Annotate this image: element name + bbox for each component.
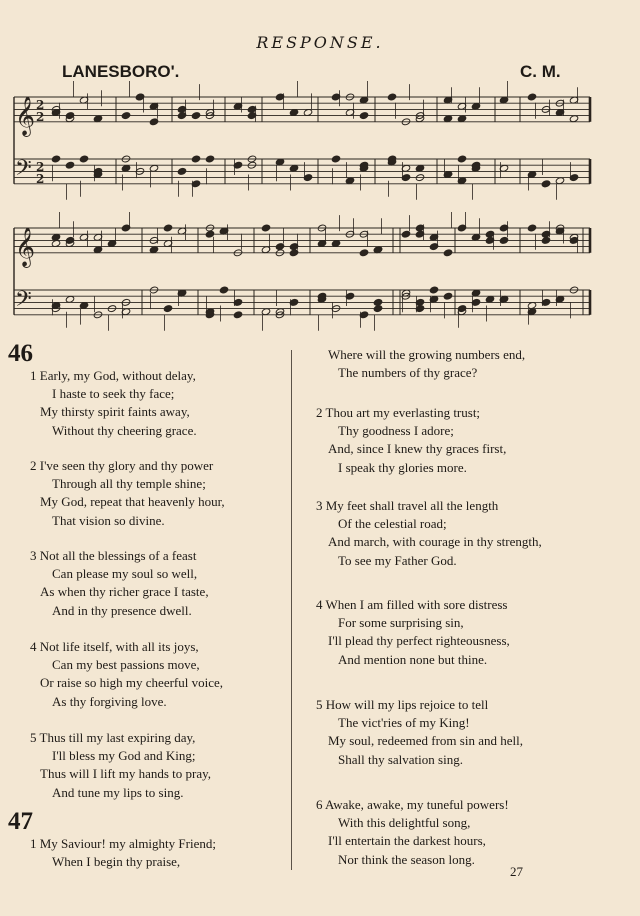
verse-line: To see my Father God. bbox=[338, 552, 457, 568]
verse-line: 4 Not life itself, with all its joys, bbox=[30, 639, 199, 654]
verse-line: Can my best passions move, bbox=[52, 657, 200, 673]
verse-line: 1 Early, my God, without delay, bbox=[30, 368, 196, 383]
bass-clef: 𝄢 bbox=[15, 287, 32, 317]
note-head bbox=[457, 155, 466, 163]
note-head bbox=[541, 236, 550, 244]
verse-line: 6 Awake, awake, my tuneful powers! bbox=[316, 797, 509, 812]
verse-line: My God, repeat that heavenly hour, bbox=[40, 494, 225, 510]
verse-line: I'll entertain the darkest hours, bbox=[328, 833, 486, 849]
verse-line: 2 Thou art my everlasting trust; bbox=[316, 405, 481, 420]
time-signature: 2 bbox=[36, 172, 45, 186]
note-head bbox=[457, 305, 466, 313]
note-head bbox=[79, 155, 88, 163]
verse-line: Or raise so high my cheerful voice, bbox=[40, 675, 224, 691]
verse-line: 2 I've seen thy glory and thy power bbox=[30, 458, 214, 473]
music-score bbox=[0, 0, 640, 340]
verse-line: With this delightful song, bbox=[338, 815, 471, 831]
verse-line: Of the celestial road; bbox=[338, 516, 447, 532]
verse-line: 5 Thus till my last expiring day, bbox=[30, 730, 196, 745]
note-head bbox=[499, 236, 508, 244]
note-head bbox=[331, 155, 340, 163]
verse-line: Without thy cheering grace. bbox=[52, 422, 197, 438]
note-head bbox=[205, 155, 214, 163]
verse-line: The vict'ries of my King! bbox=[338, 715, 470, 731]
note-head bbox=[149, 118, 158, 126]
note-head bbox=[387, 93, 396, 101]
verse-line: When I begin thy praise, bbox=[52, 854, 181, 870]
note-head bbox=[163, 305, 172, 313]
verse-line: I haste to seek thy face; bbox=[52, 386, 175, 402]
note-head bbox=[429, 286, 438, 294]
verse-line: And in thy presence dwell. bbox=[52, 602, 192, 618]
column-divider bbox=[291, 350, 292, 870]
note-head bbox=[527, 93, 536, 101]
verse-line: As when thy richer grace I taste, bbox=[40, 584, 209, 600]
note-head bbox=[65, 161, 74, 169]
note-head bbox=[541, 180, 550, 188]
note-head bbox=[373, 305, 382, 313]
note-head bbox=[121, 112, 130, 120]
verse-line: Thus will I lift my hands to pray, bbox=[40, 766, 212, 782]
note-head bbox=[443, 292, 452, 300]
note-head bbox=[443, 249, 452, 257]
verse-line: 3 My feet shall travel all the length bbox=[316, 498, 499, 513]
verse-line: 5 How will my lips rejoice to tell bbox=[316, 697, 489, 712]
note-head bbox=[51, 155, 60, 163]
note-head bbox=[191, 155, 200, 163]
verse-line: And march, with courage in thy strength, bbox=[328, 534, 542, 550]
verse-line: That vision so divine. bbox=[52, 512, 165, 528]
verse-line: 1 My Saviour! my almighty Friend; bbox=[30, 836, 216, 851]
hymn-number: 46 bbox=[8, 340, 33, 367]
note-head bbox=[65, 112, 74, 120]
note-head bbox=[233, 311, 242, 319]
verse-line: Thy goodness I adore; bbox=[338, 423, 454, 439]
verse-line: I'll plead thy perfect righteousness, bbox=[328, 633, 510, 649]
verse-line: Shall thy salvation sing. bbox=[338, 751, 463, 767]
verse-line: As thy forgiving love. bbox=[52, 693, 167, 709]
verse-line: I speak thy glories more. bbox=[338, 459, 467, 475]
time-signature: 2 bbox=[36, 110, 45, 124]
verse-line: Nor think the season long. bbox=[338, 851, 475, 867]
verse-line: Through all thy temple shine; bbox=[52, 476, 206, 492]
verse-line: My soul, redeemed from sin and hell, bbox=[328, 733, 523, 749]
page-header: RESPONSE. bbox=[256, 33, 384, 52]
bass-clef: 𝄢 bbox=[15, 156, 32, 186]
note-head bbox=[177, 167, 186, 175]
verse-line: 3 Not all the blessings of a feast bbox=[30, 548, 197, 563]
verse-line: The numbers of thy grace? bbox=[338, 365, 478, 381]
note-head bbox=[261, 224, 270, 232]
verse-line: For some surprising sin, bbox=[338, 615, 464, 631]
verse-line: And, since I knew thy graces first, bbox=[328, 441, 507, 457]
note-head bbox=[359, 112, 368, 120]
note-head bbox=[401, 230, 410, 238]
note-head bbox=[219, 286, 228, 294]
tune-meter: C. M. bbox=[520, 62, 561, 81]
verse-line: And tune my lips to sing. bbox=[52, 784, 184, 800]
verse-line: And mention none but thine. bbox=[338, 651, 488, 667]
verse-line: I'll bless my God and King; bbox=[52, 748, 196, 764]
note-head bbox=[359, 249, 368, 257]
treble-clef: 𝄞 bbox=[15, 227, 36, 267]
note-head bbox=[191, 112, 200, 120]
time-signature: 2 bbox=[36, 160, 45, 174]
tune-name: LANESBORO'. bbox=[62, 62, 180, 81]
verse-line: Can please my soul so well, bbox=[52, 566, 198, 582]
page-number: 27 bbox=[510, 864, 523, 879]
note-head bbox=[289, 249, 298, 257]
note-head bbox=[163, 224, 172, 232]
time-signature: 2 bbox=[36, 98, 45, 112]
note-head bbox=[527, 224, 536, 232]
hymn-number: 47 bbox=[8, 808, 33, 835]
verse-line: Where will the growing numbers end, bbox=[328, 347, 526, 362]
treble-clef: 𝄞 bbox=[15, 96, 36, 136]
verse-line: 4 When I am filled with sore distress bbox=[316, 597, 508, 612]
verse-line: My thirsty spirit faints away, bbox=[40, 404, 190, 420]
